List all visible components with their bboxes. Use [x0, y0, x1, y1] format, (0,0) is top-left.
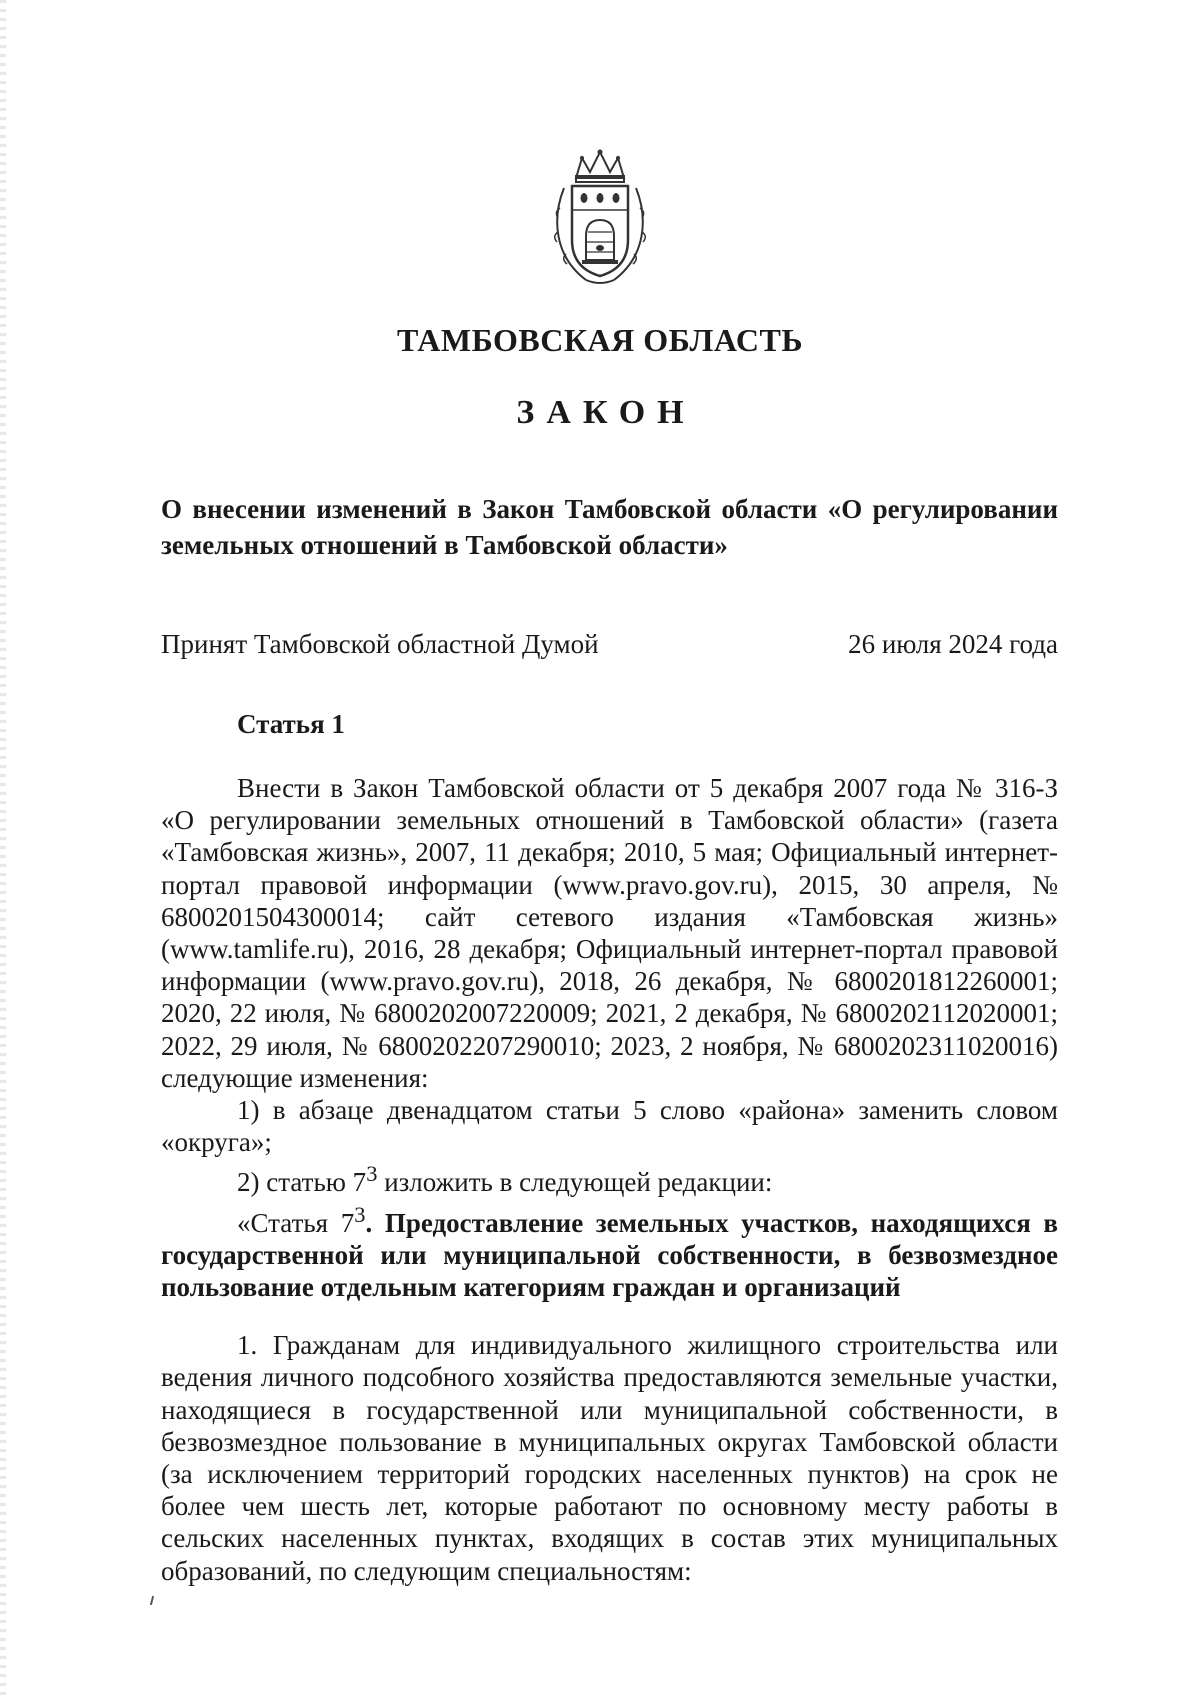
- item-2-superscript: 3: [366, 1161, 378, 1187]
- amendment-item-2: [161, 1158, 1058, 1198]
- region-heading: ТАМБОВСКАЯ ОБЛАСТЬ: [397, 322, 803, 358]
- law-title: О внесении изменений в Закон Тамбовской области «О регулировании земельных отношений в Тамбовской области»: [161, 494, 1058, 560]
- article-heading: Статья 1: [237, 709, 345, 739]
- article-body: [161, 772, 1058, 1587]
- adoption-date: 26 июля 2024 года: [848, 629, 1058, 659]
- article-intro-paragraph: Внести в Закон Тамбовской области от 5 декабря 2007 года № 316-З «О регулировании земельных отношений в Тамбовской области» (газета «Тамбовская жизнь», 2007, 11 декабря; 2010, 5 мая; Официальный интернет-портал правовой информации (www.pravo.gov.ru), 2015, 30 апреля, № 6800201504300014; сайт сетевого издания «Тамбовская жизнь» (www.tamlife.ru), 2016, 28 декабря; Официальный интернет-портал правовой информации (www.pravo.gov.ru), 2018, 26 декабря, № 6800201812260001; 2020, 22 июля, № 6800202007220009; 2021, 2 декабря, № 6800202112020001; 2022, 29 июля, № 6800202207290010; 2023, 2 ноября, № 6800202311020016) следующие изменения:: [161, 773, 1058, 1093]
- new-article-point-1: 1. Гражданам для индивидуального жилищного строительства или ведения личного подсобного хозяйства предоставляются земельные участки, находящиеся в государственной или муниципальной собственности, в безвозмездное пользование в муниципальных округах Тамбовской области (за исключением территорий городских населенных пунктов) на срок не более чем шесть лет, которые работают по основному месту работы в сельских населенных пунктах, входящих в состав этих муниципальных образований, по следующим специальностям:: [161, 1330, 1058, 1586]
- new-article-dot: .: [365, 1207, 385, 1238]
- adopted-by: Принят Тамбовской областной Думой: [161, 629, 599, 659]
- item-2-text-start: 2) статью 7: [237, 1167, 367, 1198]
- new-article-title: Предоставление земельных участков, находящихся в государственной или муниципальной собственности, в безвозмездное пользование отдельным категориям граждан и организаций: [161, 1207, 1059, 1303]
- scan-mark: [150, 1596, 154, 1605]
- amendment-item-1: 1) в абзаце двенадцатом статьи 5 слово «района» заменить словом «округа»;: [161, 1095, 1058, 1158]
- document-type-heading: ЗАКОН: [516, 394, 696, 431]
- new-article-label: «Статья 7: [237, 1207, 355, 1238]
- scan-edge: [0, 0, 6, 1697]
- item-2-text-end: изложить в следующей редакции:: [377, 1167, 773, 1198]
- adoption-line: [161, 629, 1058, 660]
- new-article-superscript: 3: [354, 1201, 366, 1227]
- new-article-heading: [161, 1199, 1058, 1304]
- tambov-coat-of-arms-icon: [546, 148, 654, 288]
